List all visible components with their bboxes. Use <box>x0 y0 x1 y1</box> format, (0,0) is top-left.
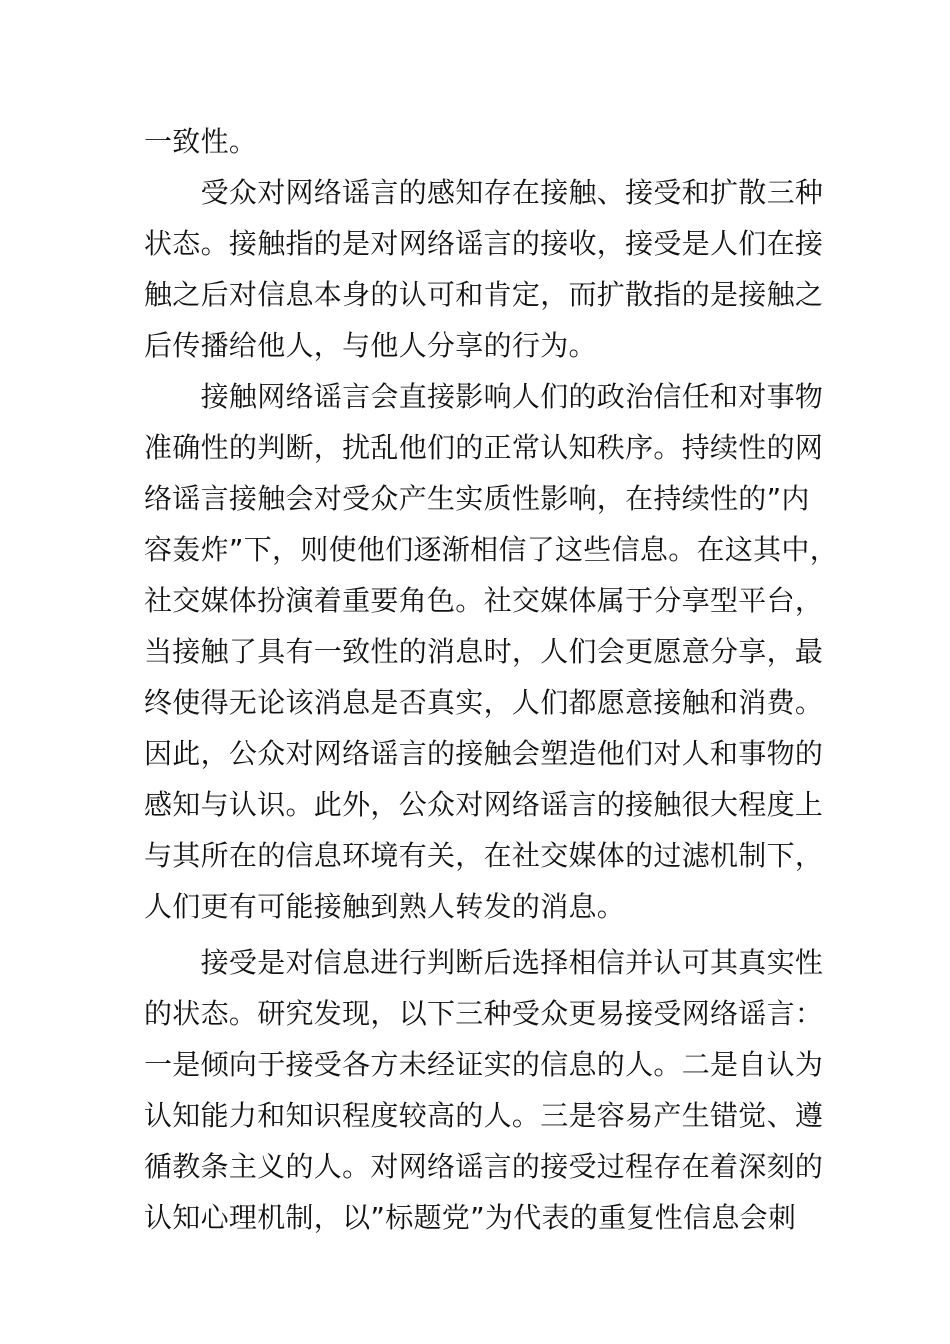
text-line: 后传播给他人，与他人分享的行为。 <box>144 329 597 362</box>
text-line: 络谣言接触会对受众产生实质性影响，在持续性的”内 <box>144 482 810 515</box>
text-line: 循教条主义的人。对网络谣言的接受过程存在着深刻的 <box>144 1150 824 1183</box>
text-line: 一是倾向于接受各方未经证实的信息的人。二是自认为 <box>144 1048 824 1081</box>
text-line: 认知能力和知识程度较高的人。三是容易产生错觉、遵 <box>144 1099 824 1132</box>
text-line: 终使得无论该消息是否真实，人们都愿意接触和消费。 <box>144 686 824 719</box>
text-line: 与其所在的信息环境有关，在社交媒体的过滤机制下， <box>144 839 824 872</box>
text-line: 因此，公众对网络谣言的接触会塑造他们对人和事物的 <box>144 737 824 770</box>
text-line: 一致性。 <box>144 125 258 158</box>
text-line: 接触网络谣言会直接影响人们的政治信任和对事物 <box>144 380 824 413</box>
text-line: 状态。接触指的是对网络谣言的接收，接受是人们在接 <box>144 227 824 260</box>
text-line: 接受是对信息进行判断后选择相信并认可其真实性 <box>144 946 824 979</box>
text-line: 的状态。研究发现，以下三种受众更易接受网络谣言： <box>144 997 824 1030</box>
text-line: 容轰炸”下，则使他们逐渐相信了这些信息。在这其中， <box>144 533 839 566</box>
text-line: 准确性的判断，扰乱他们的正常认知秩序。持续性的网 <box>144 431 824 464</box>
text-line: 受众对网络谣言的感知存在接触、接受和扩散三种 <box>144 176 824 209</box>
text-line: 社交媒体扮演着重要角色。社交媒体属于分享型平台， <box>144 584 824 617</box>
text-line: 人们更有可能接触到熟人转发的消息。 <box>144 890 626 923</box>
text-line: 触之后对信息本身的认可和肯定，而扩散指的是接触之 <box>144 278 824 311</box>
text-line: 认知心理机制，以”标题党”为代表的重复性信息会刺 <box>144 1201 797 1234</box>
text-line: 感知与认识。此外，公众对网络谣言的接触很大程度上 <box>144 788 824 821</box>
text-line: 当接触了具有一致性的消息时，人们会更愿意分享，最 <box>144 635 824 668</box>
